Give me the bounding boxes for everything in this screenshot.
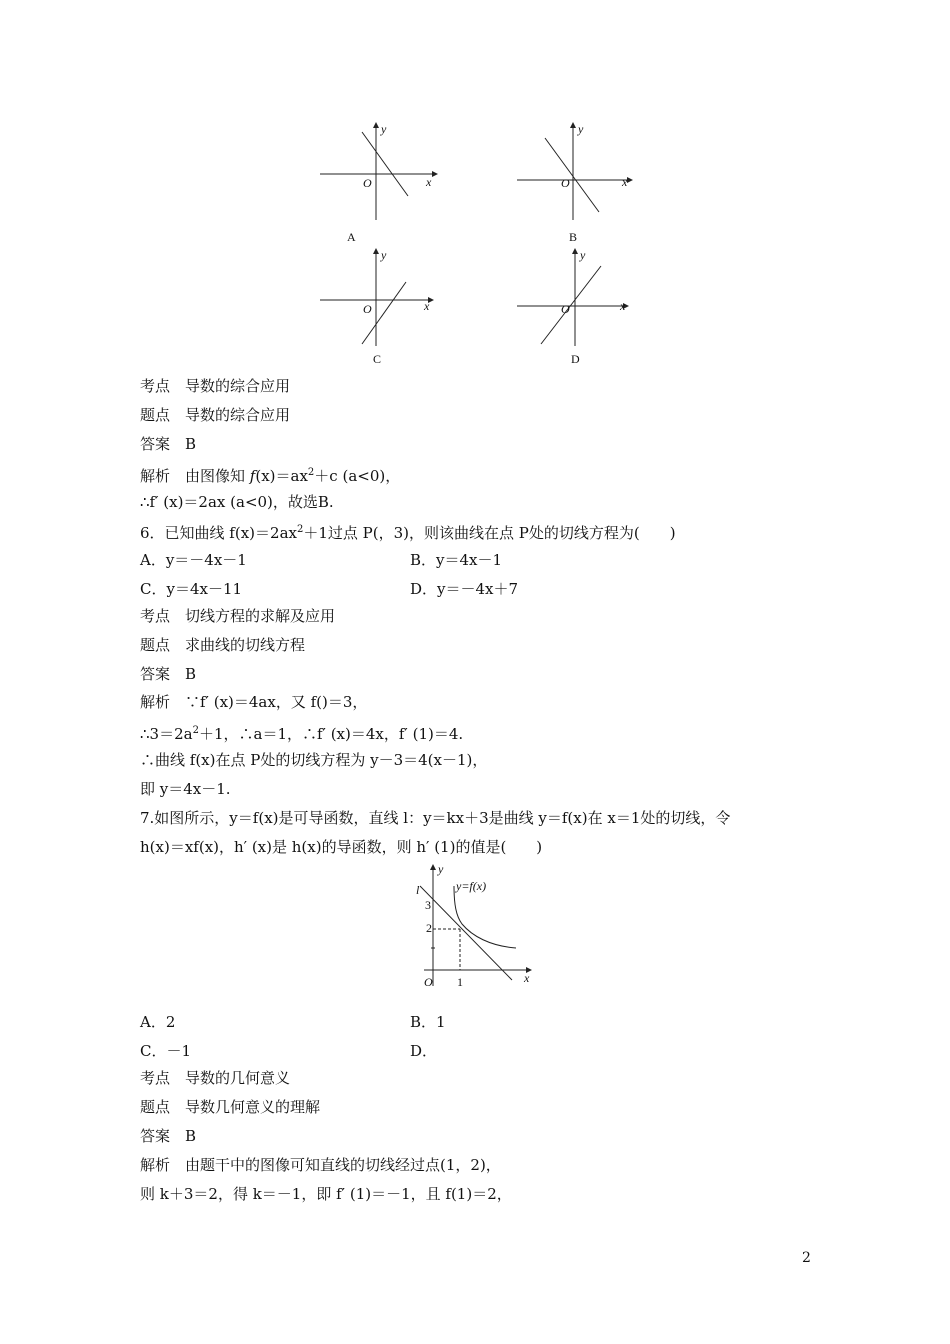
graph-a-x-label: x [426,175,432,189]
q5-answer: 答案 B [140,435,197,453]
q7-option-d: D． [410,1042,438,1060]
q7-graph-tick-3: 3 [425,898,431,912]
graph-d-caption: D [571,352,580,366]
graph-b-caption: B [569,230,578,244]
q7-stem-2: h(x)＝xf(x)，h′ (x)是 h(x)的导函数，则 h′ (1)的值是( ) [140,838,543,856]
graph-c-caption: C [373,352,382,366]
q7-option-c: C．－1 [140,1042,192,1060]
graph-d-y-label: y [580,248,586,262]
graph-c-y-label: y [381,248,387,262]
q6-stem-post: ＋1过点 P(，3)，则该曲线在点 P处的切线方程为( ) [303,524,676,542]
q6-option-d: D．y＝－4x＋7 [410,580,519,598]
q6-option-a: A．y＝－4x－1 [140,551,247,569]
graph-c [318,248,438,348]
q7-graph-origin: O [424,975,433,989]
q7-kaodian: 考点 导数的几何意义 [140,1069,291,1087]
q7-graph-curve-label: y=f(x) [456,879,487,893]
graph-c-origin: O [363,302,372,316]
q6-analysis-1: 解析 ∵f′ (x)＝4ax，又 f()＝3， [140,693,368,711]
q7-graph-tick-2: 2 [426,921,432,935]
page-number: 2 [802,1250,811,1266]
q5-analysis-1-post: ＋c (a<0)， [314,467,401,485]
graph-d [515,248,635,348]
q6-kaodian: 考点 切线方程的求解及应用 [140,607,336,625]
q5-kaodian: 考点 导数的综合应用 [140,377,291,395]
q6-analysis-2-pre: ∴3＝2a [140,725,193,743]
q6-tidian: 题点 求曲线的切线方程 [140,636,306,654]
q5-analysis-2: ∴f′ (x)＝2ax (a<0)，故选B. [140,493,334,511]
q6-stem-pre: 6．已知曲线 f(x)＝2ax [140,524,297,542]
q7-tidian: 题点 导数几何意义的理解 [140,1098,321,1116]
graph-a-origin: O [363,176,372,190]
q7-graph-line-label: l [416,883,420,897]
q5-tidian: 题点 导数的综合应用 [140,406,291,424]
q7-answer: 答案 B [140,1127,197,1145]
q7-analysis-2: 则 k＋3＝2，得 k＝－1，即 f′ (1)＝－1，且 f(1)＝2， [140,1185,512,1203]
q7-option-a: A．2 [140,1013,176,1031]
q6-option-c: C．y＝4x－11 [140,580,243,598]
graph-a-y-label: y [381,122,387,136]
q7-graph-y-label: y [438,862,444,876]
graph-b-origin: O [561,176,570,190]
q7-graph-x-label: x [524,971,530,985]
graph-a-caption: A [347,230,356,244]
q5-analysis-1 [140,463,400,486]
q6-analysis-2 [140,721,463,744]
graph-b-y-label: y [578,122,584,136]
q6-analysis-2-sup: 2 [192,725,199,736]
graph-b [515,122,635,222]
q7-option-b: B．1 [410,1013,446,1031]
graph-d-origin: O [561,302,570,316]
q6-answer: 答案 B [140,665,197,683]
graph-a [318,122,438,222]
q5-analysis-1-f: f [249,467,256,485]
q5-analysis-1-mid: (x)＝ax [255,467,308,485]
graph-d-x-label: x [620,299,626,313]
graph-b-x-label: x [622,175,628,189]
q6-analysis-4: 即 y＝4x－1. [140,780,231,798]
graph-c-x-label: x [424,299,430,313]
q7-analysis-1: 解析 由题干中的图像可知直线的切线经过点(1，2)， [140,1156,501,1174]
q7-stem-1: 7.如图所示，y＝f(x)是可导函数，直线 l：y＝kx＋3是曲线 y＝f(x)在 x＝1处的切线，令 [140,809,731,827]
q5-analysis-1-sup: 2 [307,467,315,478]
q5-analysis-1-pre: 解析 由图像知 [140,467,250,485]
q6-analysis-3: ∴曲线 f(x)在点 P处的切线方程为 y－3＝4(x－1)， [140,751,488,769]
q6-stem-sup: 2 [296,524,304,535]
q6-analysis-2-post: ＋1，∴a＝1，∴f′ (x)＝4x，f′ (1)＝4. [198,725,464,743]
q7-graph-tick-1: 1 [457,975,463,989]
q6-stem [140,520,676,543]
q6-option-b: B．y＝4x－1 [410,551,503,569]
